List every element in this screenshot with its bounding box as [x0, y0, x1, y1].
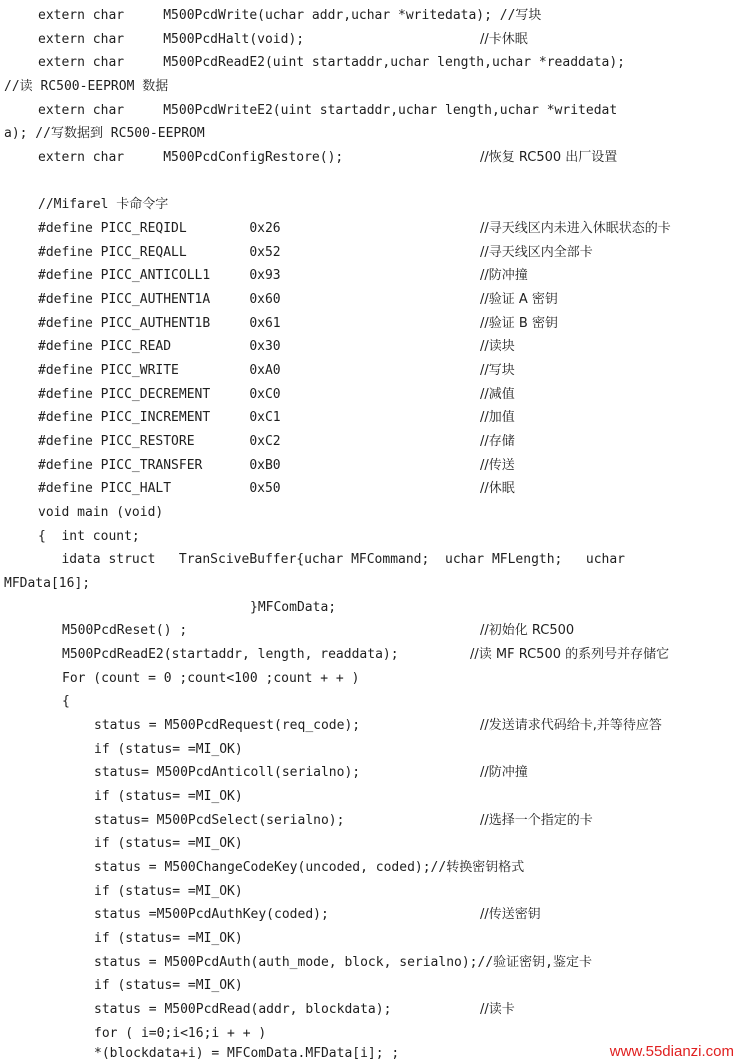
code-line: if (status= =MI_OK) [94, 931, 243, 946]
code-comment: //传送密钥 [480, 907, 541, 922]
code-line: For (count = 0 ;count<100 ;count + + ) [62, 671, 360, 686]
define-line: #define PICC_DECREMENT 0xC0 [38, 387, 281, 402]
code-comment: //读块 [480, 339, 515, 354]
code-comment: //发送请求代码给卡,并等待应答 [480, 718, 662, 733]
code-line: extern char M500PcdHalt(void); [38, 32, 305, 47]
code-comment: //防冲撞 [480, 765, 528, 780]
code-line: //Mifarel 卡命令字 [38, 197, 169, 212]
code-line: status = M500ChangeCodeKey(uncoded, coded);//转换密钥格式 [94, 860, 525, 875]
code-comment: //写块 [480, 363, 515, 378]
code-comment: //验证 B 密钥 [480, 316, 558, 331]
code-comment: //读卡 [480, 1002, 515, 1017]
code-line: status= M500PcdAnticoll(serialno); [94, 765, 361, 780]
code-line: if (status= =MI_OK) [94, 884, 243, 899]
code-comment: //初始化 RC500 [480, 623, 575, 638]
code-line: }MFComData; [250, 600, 337, 615]
define-line: #define PICC_RESTORE 0xC2 [38, 434, 281, 449]
code-comment: //寻天线区内未进入休眠状态的卡 [480, 221, 671, 236]
code-line: status = M500PcdAuth(auth_mode, block, serialno);//验证密钥,鉴定卡 [94, 955, 592, 970]
code-line: //读 RC500-EEPROM 数据 [4, 79, 169, 94]
code-line: a); //写数据到 RC500-EEPROM [4, 126, 205, 141]
code-line: M500PcdReadE2(startaddr, length, readdata); [62, 647, 399, 662]
code-comment: //读 MF RC500 的系列号并存储它 [470, 647, 670, 662]
code-line: if (status= =MI_OK) [94, 789, 243, 804]
define-line: #define PICC_REQIDL 0x26 [38, 221, 281, 236]
code-line: MFData[16]; [4, 576, 91, 591]
define-line: #define PICC_AUTHENT1A 0x60 [38, 292, 281, 307]
code-comment: //休眠 [480, 481, 515, 496]
code-line: if (status= =MI_OK) [94, 742, 243, 757]
code-line: if (status= =MI_OK) [94, 978, 243, 993]
code-line: status =M500PcdAuthKey(coded); [94, 907, 329, 922]
define-line: #define PICC_WRITE 0xA0 [38, 363, 281, 378]
code-comment: //减值 [480, 387, 515, 402]
define-line: #define PICC_ANTICOLL1 0x93 [38, 268, 281, 283]
code-line: { [62, 694, 70, 709]
code-comment: //验证 A 密钥 [480, 292, 558, 307]
code-line: status= M500PcdSelect(serialno); [94, 813, 345, 828]
code-line: M500PcdReset() ; [62, 623, 188, 638]
code-comment: //存储 [480, 434, 515, 449]
code-line: for ( i=0;i<16;i + + ) [94, 1026, 267, 1041]
code-line: { int count; [38, 529, 140, 544]
code-comment: //卡休眠 [480, 32, 528, 47]
code-comment: //寻天线区内全部卡 [480, 245, 593, 260]
define-line: #define PICC_HALT 0x50 [38, 481, 281, 496]
code-line: extern char M500PcdReadE2(uint startaddr,uchar length,uchar *readdata); [38, 55, 625, 70]
code-line: status = M500PcdRequest(req_code); [94, 718, 361, 733]
code-line: idata struct TranSciveBuffer{uchar MFCommand; uchar MFLength; uchar [38, 552, 625, 567]
define-line: #define PICC_AUTHENT1B 0x61 [38, 316, 281, 331]
code-line: *(blockdata+i) = MFComData.MFData[i]; ; [94, 1046, 400, 1061]
code-line: status = M500PcdRead(addr, blockdata); [94, 1002, 392, 1017]
code-line: void main (void) [38, 505, 164, 520]
code-line: extern char M500PcdConfigRestore(); [38, 150, 344, 165]
code-line: extern char M500PcdWriteE2(uint startaddr,uchar length,uchar *writedat [38, 103, 618, 118]
code-comment: //防冲撞 [480, 268, 528, 283]
code-comment: //选择一个指定的卡 [480, 813, 593, 828]
code-comment: //传送 [480, 458, 515, 473]
define-line: #define PICC_TRANSFER 0xB0 [38, 458, 281, 473]
watermark: www.55dianzi.com [609, 1043, 734, 1060]
define-line: #define PICC_REQALL 0x52 [38, 245, 281, 260]
define-line: #define PICC_READ 0x30 [38, 339, 281, 354]
code-line: if (status= =MI_OK) [94, 836, 243, 851]
code-comment: //加值 [480, 410, 515, 425]
code-line: extern char M500PcdWrite(uchar addr,uchar *writedata); //写块 [38, 8, 542, 23]
define-line: #define PICC_INCREMENT 0xC1 [38, 410, 281, 425]
code-comment: //恢复 RC500 出厂设置 [480, 150, 618, 165]
